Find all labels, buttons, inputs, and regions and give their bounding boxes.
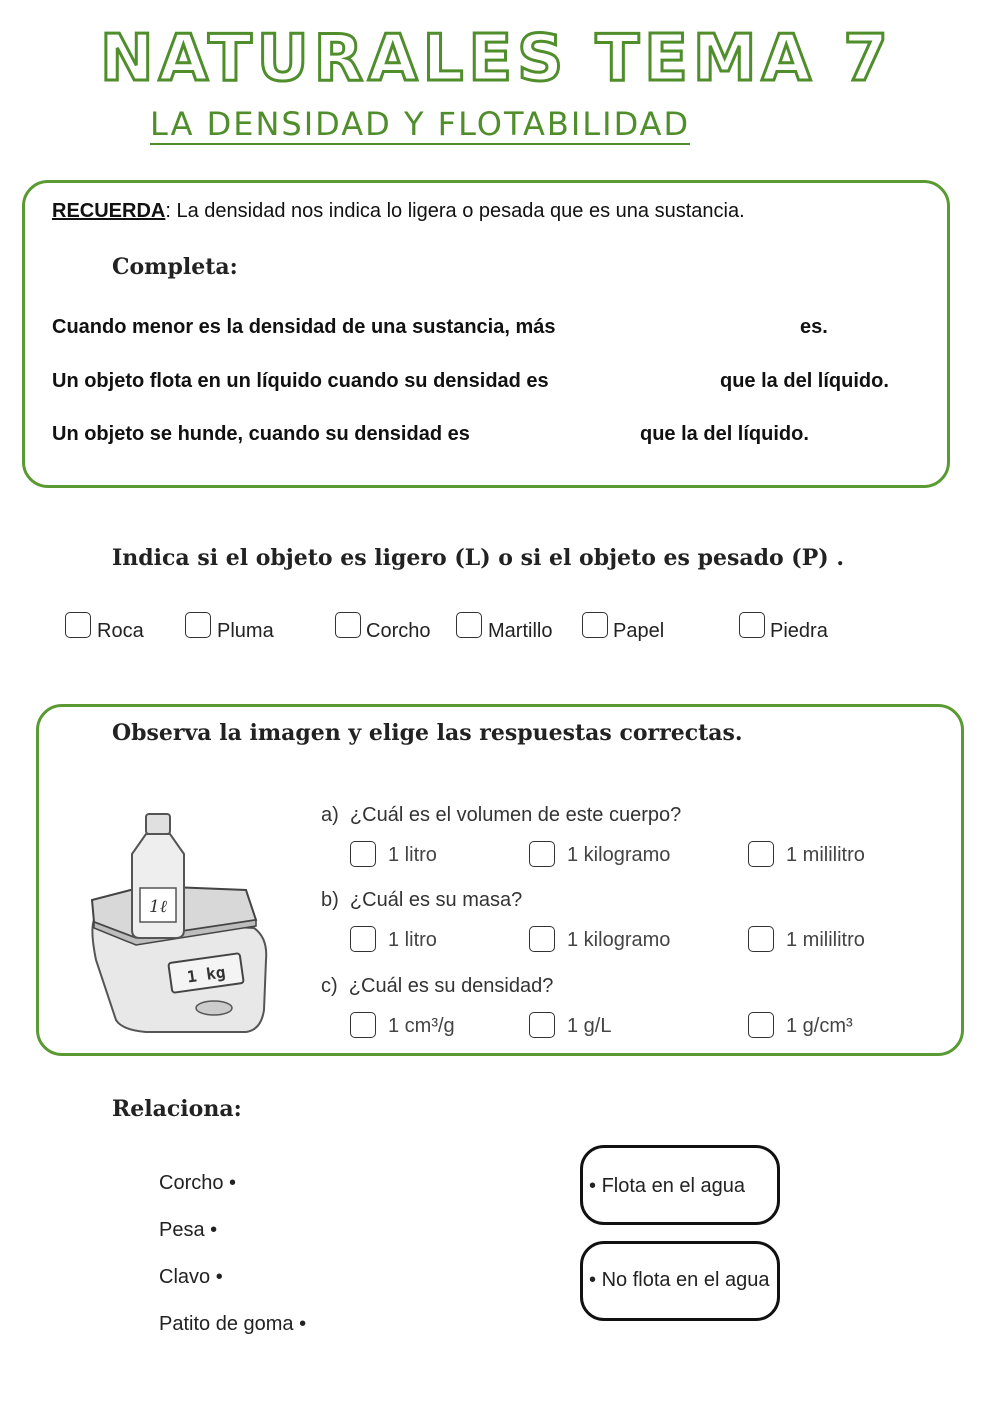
label-corcho: Corcho (366, 620, 431, 642)
page-title: NATURALES TEMA 7 (100, 22, 893, 96)
option-b-3-checkbox[interactable] (748, 926, 774, 952)
sentence-2-left: Un objeto flota en un líquido cuando su densidad es (52, 370, 549, 392)
checkbox-papel[interactable] (582, 612, 608, 638)
option-c-1-label: 1 cm³/g (388, 1015, 455, 1037)
label-piedra: Piedra (770, 620, 828, 642)
option-b-3-label: 1 mililitro (786, 929, 865, 951)
scale-display-text: 1 kg (185, 962, 227, 987)
label-roca: Roca (97, 620, 144, 642)
checkbox-piedra[interactable] (739, 612, 765, 638)
question-b: b) ¿Cuál es su masa? (321, 889, 523, 911)
checkbox-pluma[interactable] (185, 612, 211, 638)
option-c-2-label: 1 g/L (567, 1015, 612, 1037)
option-a-2-checkbox[interactable] (529, 841, 555, 867)
connector-dot[interactable]: • (299, 1313, 307, 1335)
option-a-1-checkbox[interactable] (350, 841, 376, 867)
recuerda-line (52, 200, 745, 223)
relaciona-heading: Relaciona: (112, 1096, 242, 1122)
relaciona-target-flota-label: • Flota en el agua (589, 1175, 746, 1197)
option-a-2-label: 1 kilogramo (567, 844, 671, 866)
relaciona-item-patito[interactable]: Patito de goma • (159, 1313, 307, 1335)
sentence-2-right: que la del líquido. (720, 370, 889, 392)
connector-dot[interactable]: • (215, 1266, 223, 1288)
option-a-1-label: 1 litro (388, 844, 437, 866)
connector-dot[interactable]: • (229, 1172, 237, 1194)
page-subtitle: LA DENSIDAD Y FLOTABILIDAD (150, 105, 691, 143)
checkbox-corcho[interactable] (335, 612, 361, 638)
checkbox-roca[interactable] (65, 612, 91, 638)
option-c-3-label: 1 g/cm³ (786, 1015, 853, 1037)
sentence-1-right: es. (800, 316, 828, 338)
recuerda-text: : La densidad nos indica lo ligera o pesada que es una sustancia. (165, 200, 745, 222)
option-a-3-label: 1 mililitro (786, 844, 865, 866)
option-b-2-checkbox[interactable] (529, 926, 555, 952)
option-c-1-checkbox[interactable] (350, 1012, 376, 1038)
scale-bottle-image (86, 810, 271, 1035)
checkbox-martillo[interactable] (456, 612, 482, 638)
relaciona-item-clavo[interactable]: Clavo • (159, 1266, 223, 1288)
bottle-label-text: 1ℓ (149, 897, 167, 917)
connector-dot[interactable]: • (589, 1175, 597, 1197)
sentence-1-left: Cuando menor es la densidad de una sustancia, más (52, 316, 556, 338)
observa-heading: Observa la imagen y elige las respuestas correctas. (112, 720, 743, 746)
relaciona-target-no-flota-label: • No flota en el agua (589, 1269, 770, 1291)
relaciona-item-pesa[interactable]: Pesa • (159, 1219, 218, 1241)
connector-dot[interactable]: • (589, 1269, 597, 1291)
option-b-1-checkbox[interactable] (350, 926, 376, 952)
sentence-3-right: que la del líquido. (640, 423, 809, 445)
option-a-3-checkbox[interactable] (748, 841, 774, 867)
recuerda-label: RECUERDA (52, 200, 166, 222)
sentence-3-left: Un objeto se hunde, cuando su densidad es (52, 423, 470, 445)
option-b-2-label: 1 kilogramo (567, 929, 671, 951)
indica-heading: Indica si el objeto es ligero (L) o si el objeto es pesado (P) . (112, 545, 844, 571)
option-c-2-checkbox[interactable] (529, 1012, 555, 1038)
label-papel: Papel (613, 620, 665, 642)
blank-3[interactable] (518, 421, 633, 447)
connector-dot[interactable]: • (210, 1219, 218, 1241)
blank-2[interactable] (604, 368, 714, 394)
question-c: c) ¿Cuál es su densidad? (321, 975, 554, 997)
blank-1[interactable] (612, 314, 792, 340)
label-martillo: Martillo (488, 620, 553, 642)
question-a: a) ¿Cuál es el volumen de este cuerpo? (321, 804, 682, 826)
label-pluma: Pluma (217, 620, 274, 642)
option-c-3-checkbox[interactable] (748, 1012, 774, 1038)
relaciona-item-corcho[interactable]: Corcho • (159, 1172, 237, 1194)
option-b-1-label: 1 litro (388, 929, 437, 951)
completa-heading: Completa: (112, 254, 238, 280)
